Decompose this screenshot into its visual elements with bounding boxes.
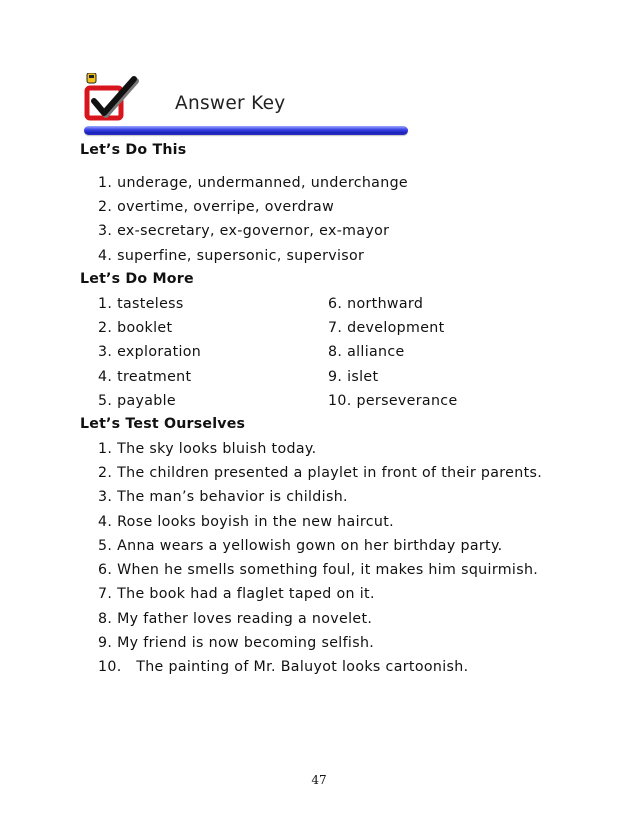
list-item: 4. treatment xyxy=(98,369,192,385)
list-item: 9. My friend is now becoming selfish. xyxy=(98,635,375,651)
list-item: 1. tasteless xyxy=(98,296,184,312)
list-item: 1. The sky looks bluish today. xyxy=(98,441,317,457)
list-item: 2. booklet xyxy=(98,320,173,336)
list-item: 5. payable xyxy=(98,393,177,409)
section-heading-do-this: Let’s Do This xyxy=(80,142,187,158)
list-item: 7. development xyxy=(328,320,445,336)
page-title: Answer Key xyxy=(175,93,286,114)
list-item: 6. northward xyxy=(328,296,424,312)
page-number: 47 xyxy=(311,773,327,787)
checkmark-logo-icon xyxy=(84,73,142,123)
section-heading-do-more: Let’s Do More xyxy=(80,271,194,287)
section-heading-test-ourselves: Let’s Test Ourselves xyxy=(80,416,246,432)
list-item: 8. alliance xyxy=(328,344,405,360)
list-item: 2. The children presented a playlet in front of their parents. xyxy=(98,465,543,481)
list-item: 5. Anna wears a yellowish gown on her birthday party. xyxy=(98,538,503,554)
hand-icon xyxy=(87,73,96,83)
list-item: 4. superfine, supersonic, supervisor xyxy=(98,248,365,264)
list-item: 3. exploration xyxy=(98,344,202,360)
list-item: 3. ex-secretary, ex-governor, ex-mayor xyxy=(98,223,390,239)
list-item: 1. underage, undermanned, underchange xyxy=(98,175,408,191)
list-item: 3. The man’s behavior is childish. xyxy=(98,489,348,505)
list-item: 2. overtime, overripe, overdraw xyxy=(98,199,335,215)
list-item: 6. When he smells something foul, it makes him squirmish. xyxy=(98,562,539,578)
list-item: 8. My father loves reading a novelet. xyxy=(98,611,373,627)
title-underline-bar xyxy=(84,126,408,135)
list-item: 10. perseverance xyxy=(328,393,458,409)
list-item: 7. The book had a flaglet taped on it. xyxy=(98,586,375,602)
list-item: 9. islet xyxy=(328,369,379,385)
list-item: 4. Rose looks boyish in the new haircut. xyxy=(98,514,394,530)
list-item: 10. The painting of Mr. Baluyot looks cartoonish. xyxy=(98,659,469,675)
